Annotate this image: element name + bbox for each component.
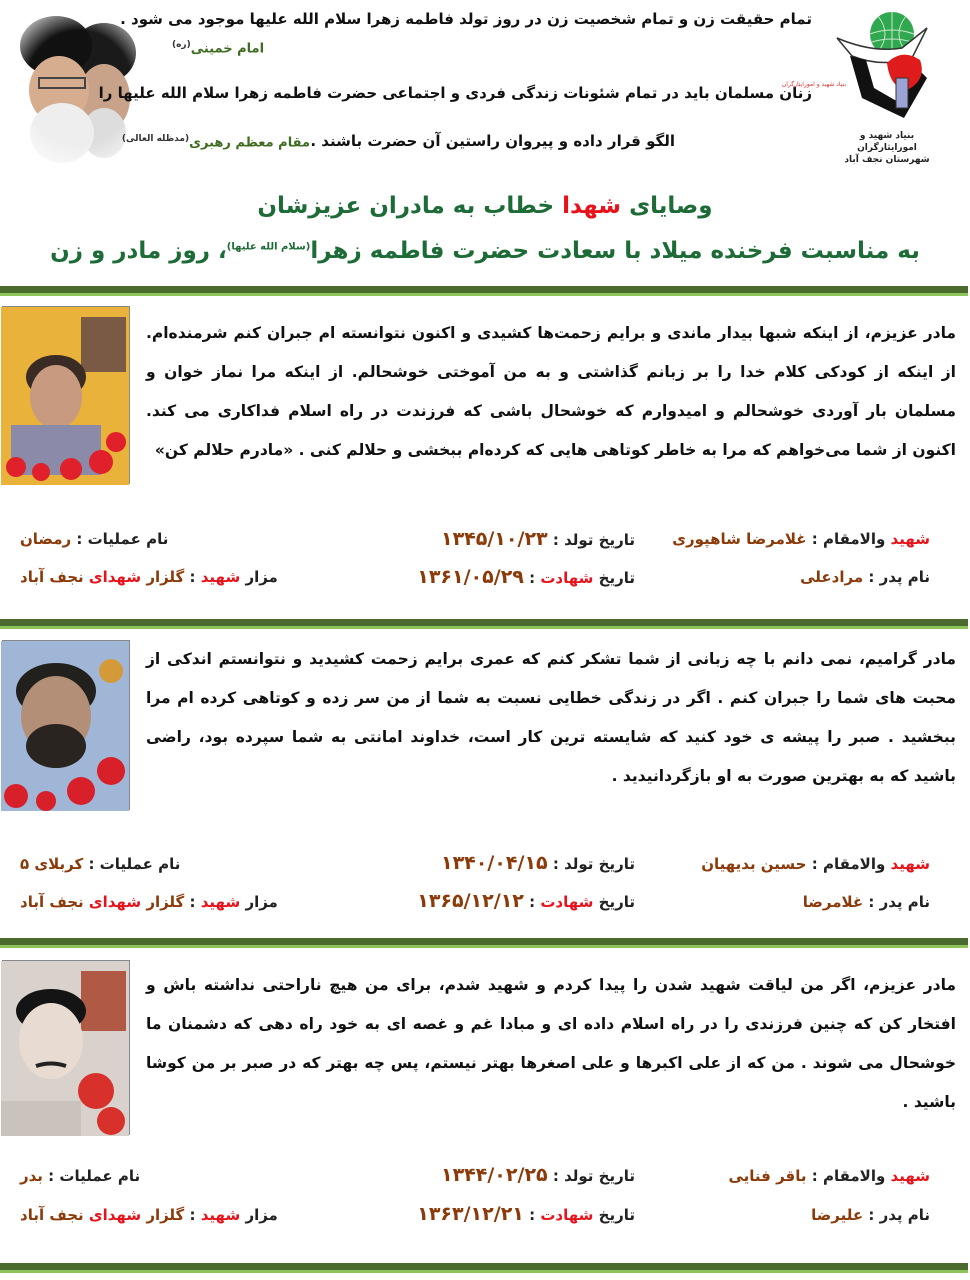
title-line-2-part-2: ، روز مادر و زن [50, 238, 227, 264]
separator [0, 938, 968, 948]
father-name: غلامرضا [802, 893, 864, 911]
martyrdom-date: ۱۳۶۱/۰۵/۲۹ [417, 566, 524, 588]
martyrdom-colon: : [529, 569, 536, 587]
grave-field [20, 1206, 320, 1224]
grave-part-1: گلزار [146, 1206, 185, 1224]
logo-emblem-icon [781, 8, 942, 126]
martyr-name: باقر فنایی [728, 1167, 807, 1185]
martyrdom-date-field [335, 1203, 635, 1225]
letter-text: مادر عزیزم، از اینکه شبها بیدار ماندی و برایم زحمت‌ها کشیدی و اکنون نتوانسته ام جبران کنم شرمنده‌ام. از اینکه از کودکی کلام خدا را بر زبانم گذاشتی و به من آموختی خوشحالم. از اینکه مرا نماز خوان و مسلمان بار آوردی خوشحالم و امیدوارم که خوشحال باشی که فرزندت در راه اسلام فداکاری می کند. اکنون از شما می‌خواهم که مرا به خاطر کوتاهی هایی که کرده‌ام ببخشی و حلالم کنی . «مادرم حلالم کن» [146, 324, 956, 459]
foundation-logo [781, 8, 942, 165]
father-label: نام پدر : [868, 568, 930, 586]
martyrdom-date: ۱۳۶۵/۱۲/۱۲ [417, 890, 524, 912]
martyr-name-field [650, 1167, 930, 1185]
title-line-1-part-1: وصایای [629, 193, 713, 219]
grave-colon: : [189, 568, 196, 586]
grave-part-2: نجف آباد [20, 568, 84, 586]
operation-label: نام عملیات : [48, 1167, 141, 1185]
martyrdom-label-prefix: تاریخ [598, 893, 635, 911]
title-line-2-sup: (سلام الله علیها) [226, 241, 311, 253]
father-field [650, 893, 930, 911]
martyrdom-label-prefix: تاریخ [598, 1206, 635, 1224]
birth-date: ۱۳۴۵/۱۰/۲۳ [440, 528, 548, 550]
operation-name: رمضان [20, 530, 72, 548]
shahid-label: شهید [890, 530, 930, 548]
separator [0, 619, 968, 629]
logo-inner-text: بنیاد شهید و امورایثارگران [781, 81, 846, 88]
grave-red: شهید [200, 893, 241, 911]
quote-2-author [121, 134, 310, 151]
father-field [650, 568, 930, 586]
grave-red-2: شهدای [88, 568, 142, 586]
quote-2-author-suffix: (مدظله العالی) [121, 134, 190, 144]
operation-label: نام عملیات : [76, 530, 169, 548]
valamaqam-label: والامقام : [811, 1167, 886, 1185]
shahid-label: شهید [890, 1167, 930, 1185]
letter-text: مادر گرامیم، نمی دانم با چه زبانی از شما تشکر کنم که عمری برایم زحمت کشیدید و نتوانستم اندکی از محبت های شما را جبران کنم . اگر در زندگی خطایی نسبت به شما از من سر زده و کوتاهی کرده ام مرا ببخشید . صبر را پیشه ی خود کنید که شایسته ترین کار است، خداوند امانتی به شما سپرده بود، راضی باشید که به بهترین صورت به او بازگردانیدید . [146, 650, 956, 785]
grave-part-2: نجف آباد [20, 893, 84, 911]
title-line-2 [0, 238, 970, 264]
birth-label: تاریخ تولد : [552, 531, 635, 549]
quote-1-author-name: امام خمینی [190, 41, 265, 57]
martyr-name: حسین بدیهیان [701, 855, 807, 873]
title-line-1-red: شهدا [562, 193, 622, 219]
martyr-photo [2, 640, 130, 810]
grave-red: شهید [200, 1206, 241, 1224]
birth-label: تاریخ تولد : [552, 1167, 635, 1185]
shahid-label: شهید [890, 855, 930, 873]
birth-date-field [335, 852, 635, 874]
martyrdom-date-field [335, 566, 635, 588]
grave-part-1: گلزار [146, 568, 185, 586]
quote-2-line-1: زنان مسلمان باید در تمام شئونات زندگی فردی و اجتماعی حضرت فاطمه زهرا سلام الله علیها را [98, 84, 812, 102]
martyr-photo [2, 960, 130, 1135]
martyr-name: غلامرضا شاهپوری [672, 530, 807, 548]
separator [0, 286, 968, 296]
valamaqam-label: والامقام : [811, 530, 886, 548]
birth-date-field [335, 1164, 635, 1186]
martyrdom-label-prefix: تاریخ [598, 569, 635, 587]
grave-part-1: گلزار [146, 893, 185, 911]
title-line-1-part-2: خطاب به مادران عزیزشان [257, 193, 555, 219]
separator [0, 1263, 968, 1273]
birth-label: تاریخ تولد : [552, 855, 635, 873]
grave-part-2: نجف آباد [20, 1206, 84, 1224]
operation-field [20, 1167, 320, 1185]
father-label: نام پدر : [868, 893, 930, 911]
grave-prefix: مزار [245, 568, 278, 586]
quote-2-author-name: مقام معظم رهبری [189, 135, 310, 151]
martyrdom-label-red: شهادت [540, 893, 594, 911]
martyrdom-date: ۱۳۶۳/۱۲/۲۱ [417, 1203, 524, 1225]
quote-1-author [172, 40, 264, 56]
martyr-name-field [650, 530, 930, 548]
martyrdom-colon: : [529, 1206, 536, 1224]
title-line-2-part-1: به مناسبت فرخنده میلاد با سعادت حضرت فاطمه زهرا [310, 238, 920, 264]
grave-field [20, 893, 320, 911]
operation-label: نام عملیات : [88, 855, 181, 873]
birth-date: ۱۳۴۴/۰۲/۲۵ [440, 1164, 548, 1186]
father-name: علیرضا [811, 1206, 864, 1224]
quote-1-author-suffix: (ره) [172, 40, 191, 50]
operation-name: کربلای ۵ [20, 855, 84, 873]
birth-date: ۱۳۴۰/۰۴/۱۵ [440, 852, 548, 874]
martyr-name-field [650, 855, 930, 873]
operation-field [20, 855, 320, 873]
martyrdom-date-field [335, 890, 635, 912]
grave-colon: : [189, 893, 196, 911]
operation-name: بدر [20, 1167, 43, 1185]
father-field [650, 1206, 930, 1224]
martyrdom-label-red: شهادت [540, 1206, 594, 1224]
logo-caption-line-1: بنیاد شهید و امورایثارگران [857, 131, 917, 153]
operation-field [20, 530, 320, 548]
martyr-photo [2, 306, 130, 484]
grave-red-2: شهدای [88, 893, 142, 911]
grave-red: شهید [200, 568, 241, 586]
grave-prefix: مزار [245, 1206, 278, 1224]
letter-text: مادر عزیزم، اگر من لیاقت شهید شدن را پیدا کردم و شهید شدم، برای من هیچ ناراحتی نداشته باش و افتخار کن که چنین فرزندی را در راه اسلام داده ای و مبادا غم و غصه ای به خود راه دهی که دشمنان ما خوشحال می شوند . من که از علی اکبرها و علی اصغرها بهتر نیستم، پس چه بهتر که در صبر بر من کوشا باشید . [146, 976, 956, 1111]
quote-1: تمام حقیقت زن و تمام شخصیت زن در روز تولد فاطمه زهرا سلام الله علیها موجود می شود . [120, 10, 812, 28]
grave-prefix: مزار [245, 893, 278, 911]
birth-date-field [335, 528, 635, 550]
title-line-1 [0, 193, 970, 219]
quote-2-line-2: الگو قرار داده و پیروان راستین آن حضرت باشند . [310, 132, 675, 150]
martyrdom-colon: : [529, 893, 536, 911]
martyrdom-label-red: شهادت [540, 569, 594, 587]
grave-red-2: شهدای [88, 1206, 142, 1224]
father-name: مرادعلی [800, 568, 864, 586]
logo-caption-line-2: شهرستان نجف آباد [844, 155, 930, 165]
grave-colon: : [189, 1206, 196, 1224]
valamaqam-label: والامقام : [811, 855, 886, 873]
father-label: نام پدر : [868, 1206, 930, 1224]
grave-field [20, 568, 320, 586]
